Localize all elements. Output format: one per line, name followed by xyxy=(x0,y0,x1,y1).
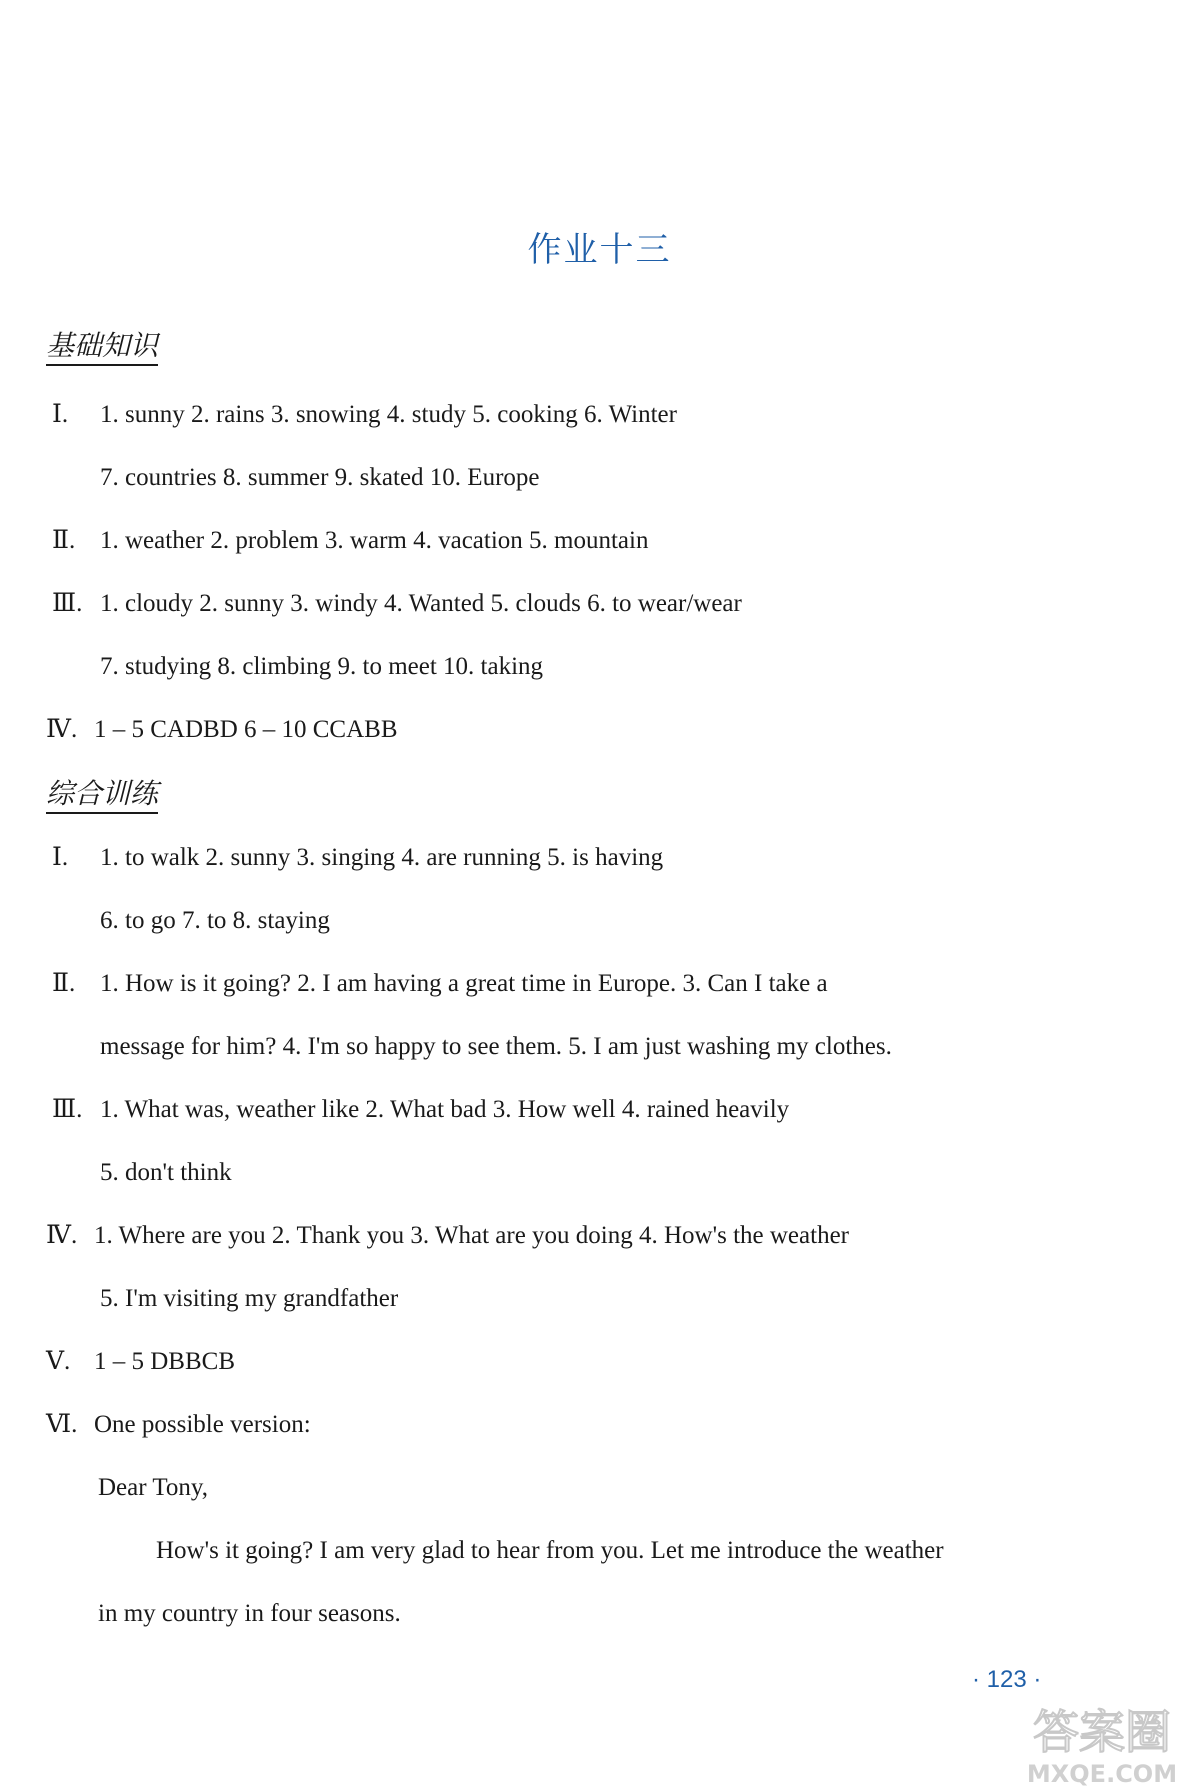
item-numeral: Ⅱ. xyxy=(52,970,76,997)
answer-text: message for him? 4. I'm so happy to see them. 5. I am just washing my clothes. xyxy=(100,1033,892,1060)
answer-line xyxy=(100,465,540,490)
answer-line xyxy=(46,1223,849,1248)
answer-line xyxy=(52,845,663,870)
svg-text:MXQE.COM: MXQE.COM xyxy=(1026,1760,1178,1788)
item-numeral: Ⅰ. xyxy=(52,401,69,428)
answer-text: 5. I'm visiting my grandfather xyxy=(100,1285,399,1312)
answer-text: 1 – 5 CADBD 6 – 10 CCABB xyxy=(94,716,398,743)
answer-line xyxy=(46,1412,311,1437)
section-heading-basic: 基础知识 xyxy=(46,332,158,366)
answer-text: 1. to walk 2. sunny 3. singing 4. are running 5. is having xyxy=(100,844,664,871)
item-numeral: Ⅳ. xyxy=(46,1222,78,1249)
item-numeral: Ⅴ. xyxy=(46,1348,71,1375)
answer-text: How's it going? I am very glad to hear from you. Let me introduce the weather xyxy=(156,1537,944,1564)
watermark-logo xyxy=(1010,1700,1195,1788)
item-numeral: Ⅱ. xyxy=(52,527,76,554)
item-numeral: Ⅰ. xyxy=(52,844,69,871)
answer-line xyxy=(52,971,828,996)
page-title: 作业十三 xyxy=(527,230,672,270)
answer-text: One possible version: xyxy=(94,1411,311,1438)
answer-text: 1. How is it going? 2. I am having a great time in Europe. 3. Can I take a xyxy=(100,970,828,997)
answer-text: 1. weather 2. problem 3. warm 4. vacation 5. mountain xyxy=(100,527,649,554)
answer-line xyxy=(46,717,398,742)
answer-line xyxy=(100,908,330,933)
answer-line xyxy=(52,528,648,553)
answer-text: 5. don't think xyxy=(100,1159,232,1186)
answer-text: 1. cloudy 2. sunny 3. windy 4. Wanted 5. clouds 6. to wear/wear xyxy=(100,590,742,617)
answer-text: 7. countries 8. summer 9. skated 10. Europe xyxy=(100,464,540,491)
answer-line xyxy=(46,1349,235,1374)
answer-line xyxy=(98,1601,401,1626)
section-heading-comprehensive: 综合训练 xyxy=(46,780,158,814)
answer-line xyxy=(100,1034,892,1059)
answer-line xyxy=(156,1538,944,1563)
item-numeral: Ⅲ. xyxy=(52,590,83,617)
item-numeral: Ⅲ. xyxy=(52,1096,83,1123)
answer-text: 1. Where are you 2. Thank you 3. What are you doing 4. How's the weather xyxy=(94,1222,849,1249)
item-numeral: Ⅵ. xyxy=(46,1411,78,1438)
answer-line xyxy=(52,1097,789,1122)
answer-line xyxy=(100,1286,398,1311)
answer-text: 7. studying 8. climbing 9. to meet 10. taking xyxy=(100,653,544,680)
answer-text: Dear Tony, xyxy=(98,1474,209,1501)
page-number: · 123 · xyxy=(972,1666,1042,1693)
answer-line xyxy=(100,1160,232,1185)
answer-text: in my country in four seasons. xyxy=(98,1600,401,1627)
answer-text: 1. What was, weather like 2. What bad 3. How well 4. rained heavily xyxy=(100,1096,790,1123)
answer-line xyxy=(98,1475,208,1500)
answer-line xyxy=(52,591,742,616)
answer-line xyxy=(52,402,677,427)
answer-text: 1 – 5 DBBCB xyxy=(94,1348,236,1375)
answer-text: 1. sunny 2. rains 3. snowing 4. study 5. cooking 6. Winter xyxy=(100,401,677,428)
svg-text:答案圈: 答案圈 xyxy=(1033,1705,1171,1759)
answer-line xyxy=(100,654,543,679)
item-numeral: Ⅳ. xyxy=(46,716,78,743)
answer-text: 6. to go 7. to 8. staying xyxy=(100,907,330,934)
